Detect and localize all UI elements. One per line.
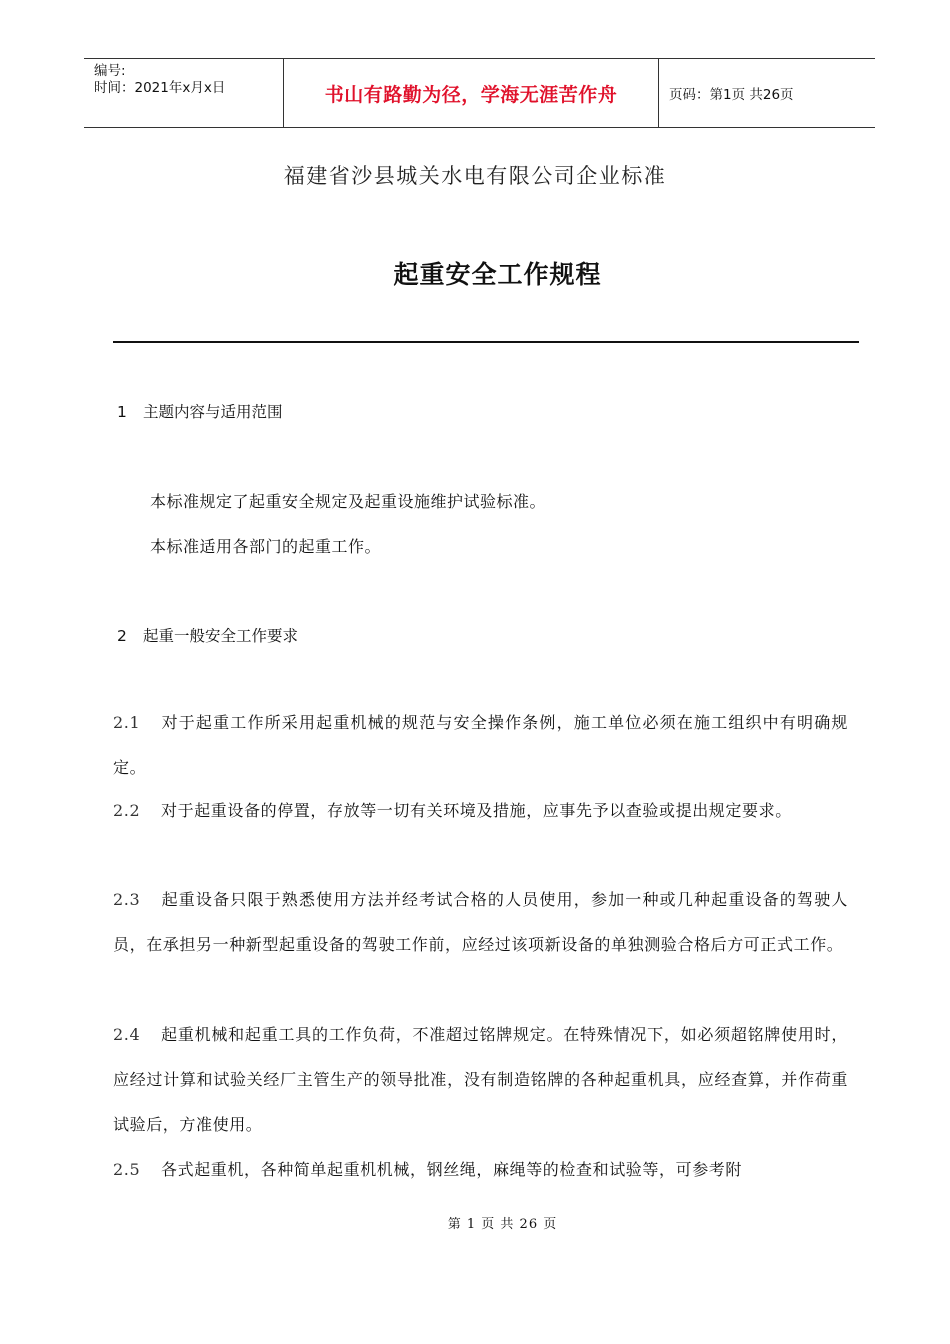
clause-number: 2.3 (113, 890, 141, 909)
clause (113, 700, 848, 790)
page-header (84, 58, 875, 128)
paragraph: 本标准适用各部门的起重工作。 (150, 537, 382, 556)
clause-number: 2.2 (113, 801, 141, 820)
header-page-info: 页码：第1页 共26页 (669, 87, 794, 103)
clause (113, 788, 848, 833)
clause-text: 起重机械和起重工具的工作负荷，不准超过铭牌规定。在特殊情况下，如必须超铭牌使用时，应经过计算和试验关经厂主管生产的领导批准，没有制造铭牌的各种起重机具，应经查算，并作荷重试验后，方准使用。 (113, 1025, 848, 1134)
clause-text: 起重设备只限于熟悉使用方法并经考试合格的人员使用，参加一种或几种起重设备的驾驶人员，在承担另一种新型起重设备的驾驶工作前，应经过该项新设备的单独测验合格后方可正式工作。 (113, 890, 848, 954)
clause (113, 877, 848, 967)
title-divider (113, 341, 859, 343)
section-number: 1 (117, 403, 127, 421)
paragraph: 本标准规定了起重安全规定及起重设施维护试验标准。 (150, 492, 547, 511)
section-title: 主题内容与适用范围 (143, 403, 283, 421)
section-title: 起重一般安全工作要求 (143, 627, 299, 645)
clause (113, 1147, 848, 1192)
document-time: 时间：2021年x月x日 (94, 80, 226, 96)
clause-number: 2.1 (113, 713, 141, 732)
clause-text: 各式起重机，各种简单起重机机械，钢丝绳，麻绳等的检查和试验等，可参考附 (161, 1160, 743, 1179)
clause-number: 2.4 (113, 1025, 141, 1044)
section-1-heading (117, 400, 283, 422)
company-name: 福建省沙县城关水电有限公司企业标准 (283, 164, 667, 188)
clause-number: 2.5 (113, 1160, 141, 1179)
header-meta (84, 59, 284, 127)
section-2-heading (117, 624, 298, 646)
page-footer: 第 1 页 共 26 页 (447, 1217, 558, 1232)
clause-text: 对于起重工作所采用起重机械的规范与安全操作条例，施工单位必须在施工组织中有明确规定。 (113, 713, 848, 777)
document-title: 起重安全工作规程 (393, 260, 602, 289)
section-number: 2 (117, 627, 127, 645)
clause (113, 1012, 848, 1147)
header-motto: 书山有路勤为径，学海无涯苦作舟 (284, 59, 659, 127)
clause-text: 对于起重设备的停置，存放等一切有关环境及措施，应事先予以查验或提出规定要求。 (161, 801, 792, 820)
document-number-label: 编号: (94, 63, 126, 79)
